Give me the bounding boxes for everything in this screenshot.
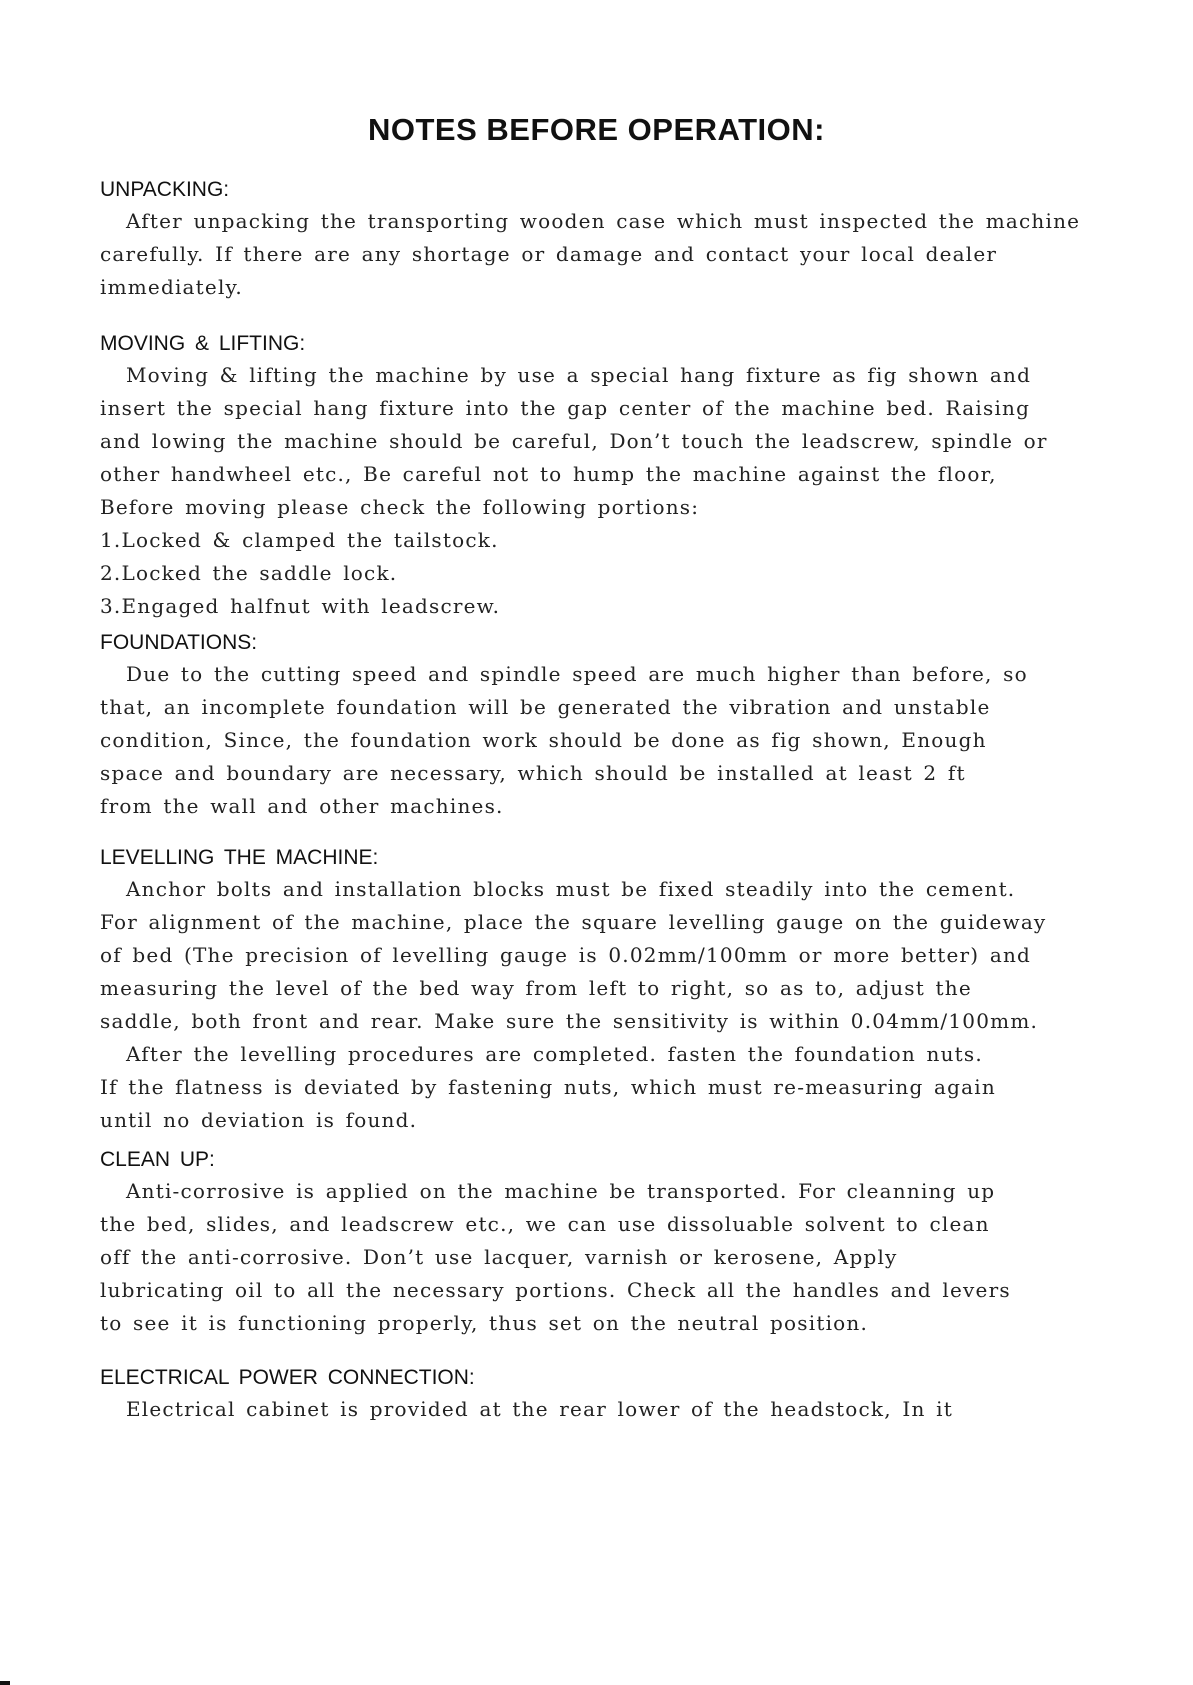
paragraph-line: Moving & lifting the machine by use a special hang fixture as fig shown and (126, 363, 1032, 387)
paragraph-line: Before moving please check the following portions: (100, 495, 700, 519)
paragraph-line: Due to the cutting speed and spindle speed are much higher than before, so (126, 662, 1028, 686)
paragraph-line: space and boundary are necessary, which should be installed at least 2 ft (100, 761, 966, 785)
paragraph-line: insert the special hang fixture into the gap center of the machine bed. Raising (100, 396, 1031, 420)
paragraph-line: that, an incomplete foundation will be generated the vibration and unstable (100, 695, 991, 719)
section-unpacking (100, 175, 1100, 304)
section-clean-up (100, 1145, 1100, 1340)
section-heading: FOUNDATIONS: (100, 631, 258, 654)
paragraph-line: to see it is functioning properly, thus set on the neutral position. (100, 1311, 869, 1335)
page-title: NOTES BEFORE OPERATION: (367, 112, 825, 147)
paragraph-line: and lowing the machine should be careful, Don’t touch the leadscrew, spindle or (100, 429, 1048, 453)
section-heading: UNPACKING: (100, 178, 230, 201)
paragraph-line: saddle, both front and rear. Make sure the sensitivity is within 0.04mm/100mm. (100, 1009, 1039, 1033)
list-item: 1.Locked & clamped the tailstock. (100, 528, 499, 552)
scan-edge-mark (0, 1681, 10, 1685)
paragraph-line: immediately. (100, 275, 243, 299)
paragraph-line: the bed, slides, and leadscrew etc., we can use dissoluable solvent to clean (100, 1212, 990, 1236)
paragraph-line: measuring the level of the bed way from left to right, so as to, adjust the (100, 976, 972, 1000)
paragraph-line: lubricating oil to all the necessary portions. Check all the handles and levers (100, 1278, 1011, 1302)
paragraph-line: For alignment of the machine, place the square levelling gauge on the guideway (100, 910, 1047, 934)
paragraph-line: Electrical cabinet is provided at the rear lower of the headstock, In it (126, 1397, 953, 1421)
section-heading: ELECTRICAL POWER CONNECTION: (100, 1366, 475, 1389)
section-heading: MOVING & LIFTING: (100, 332, 306, 355)
paragraph-line: from the wall and other machines. (100, 794, 504, 818)
paragraph-line: of bed (The precision of levelling gauge is 0.02mm/100mm or more better) and (100, 943, 1032, 967)
paragraph-line: After unpacking the transporting wooden case which must inspected the machine (126, 209, 1081, 233)
paragraph-line: Anchor bolts and installation blocks must be fixed steadily into the cement. (126, 877, 1016, 901)
paragraph-line: off the anti-corrosive. Don’t use lacquer, varnish or kerosene, Apply (100, 1245, 898, 1269)
section-levelling (100, 843, 1100, 1137)
paragraph-line: until no deviation is found. (100, 1108, 418, 1132)
section-moving-lifting (100, 329, 1100, 623)
paragraph-line: condition, Since, the foundation work should be done as fig shown, Enough (100, 728, 987, 752)
paragraph-line: Anti-corrosive is applied on the machine be transported. For cleanning up (126, 1179, 996, 1203)
paragraph-line: After the levelling procedures are completed. fasten the foundation nuts. (126, 1042, 983, 1066)
paragraph-line: other handwheel etc., Be careful not to hump the machine against the floor, (100, 462, 997, 486)
paragraph-line: If the flatness is deviated by fastening nuts, which must re-measuring again (100, 1075, 996, 1099)
section-heading: CLEAN UP: (100, 1148, 215, 1171)
section-foundations (100, 628, 1100, 823)
section-electrical-power (100, 1363, 1100, 1426)
section-heading: LEVELLING THE MACHINE: (100, 846, 379, 869)
paragraph-line: carefully. If there are any shortage or damage and contact your local dealer (100, 242, 998, 266)
list-item: 2.Locked the saddle lock. (100, 561, 398, 585)
list-item: 3.Engaged halfnut with leadscrew. (100, 594, 501, 618)
